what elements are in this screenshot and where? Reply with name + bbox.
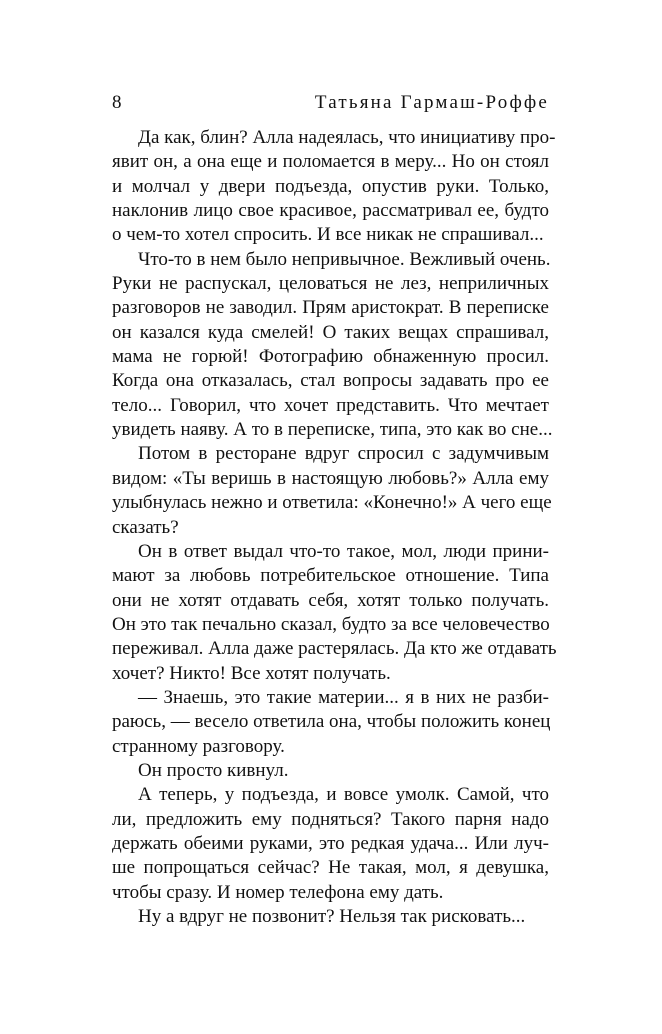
text-line: Он в ответ выдал что-то такое, мол, люди прини- bbox=[138, 540, 549, 562]
text-line: странному разговору. bbox=[112, 735, 285, 757]
page-header bbox=[112, 88, 549, 118]
text-line: он казался куда смелей! О таких вещах спрашивал, bbox=[112, 321, 549, 343]
text-line: и молчал у двери подъезда, опустив руки. Только, bbox=[112, 175, 549, 197]
text-line: Он это так печально сказал, будто за все человечество bbox=[112, 613, 550, 635]
text-line: видом: «Ты веришь в настоящую любовь?» Алла ему bbox=[112, 467, 549, 489]
text-line: Что-то в нем было непривычное. Вежливый очень. bbox=[138, 248, 551, 270]
text-line: наклонив лицо свое красивое, рассматривал ее, будто bbox=[112, 200, 549, 222]
page-number: 8 bbox=[112, 92, 122, 113]
text-line: Потом в ресторане вдруг спросил с задумчивым bbox=[138, 443, 549, 465]
text-line: увидеть наяву. А то в переписке, типа, это как во сне... bbox=[112, 419, 553, 441]
text-line: они не хотят отдавать себя, хотят только получать. bbox=[112, 589, 549, 611]
text-line: хочет? Никто! Все хотят получать. bbox=[112, 662, 391, 684]
text-line: о чем-то хотел спросить. И все никак не спрашивал... bbox=[112, 224, 544, 246]
text-line: Он просто кивнул. bbox=[138, 759, 289, 781]
text-line: держать обеими руками, это редкая удача... Или луч- bbox=[112, 832, 549, 854]
text-line: переживал. Алла даже растерялась. Да кто же отдавать bbox=[112, 638, 557, 660]
text-line: явит он, а она еще и поломается в меру... Но он стоял bbox=[112, 151, 549, 173]
text-line: А теперь, у подъезда, и вовсе умолк. Самой, что bbox=[138, 784, 549, 806]
text-line: разговоров не заводил. Прям аристократ. В переписке bbox=[112, 297, 549, 319]
running-head-author: Татьяна Гармаш-Роффе bbox=[314, 92, 549, 113]
text-line: чтобы сразу. И номер телефона ему дать. bbox=[112, 881, 444, 903]
text-line: ше попрощаться сейчас? Не такая, мол, я девушка, bbox=[112, 857, 549, 879]
text-line: Ну а вдруг не позвонит? Нельзя так рисковать... bbox=[138, 906, 526, 927]
text-line: ли, предложить ему подняться? Такого парня надо bbox=[112, 808, 549, 830]
text-line: Да как, блин? Алла надеялась, что инициативу про- bbox=[138, 127, 556, 148]
text-line: мают за любовь потребительское отношение. Типа bbox=[112, 565, 549, 587]
text-line: мама не горюй! Фотографию обнаженную просил. bbox=[112, 346, 549, 368]
text-line: Когда она отказалась, стал вопросы задавать про ее bbox=[112, 370, 549, 392]
body-text bbox=[112, 126, 557, 929]
text-line: — Знаешь, это такие материи... я в них не разби- bbox=[138, 686, 549, 708]
text-line: улыбнулась нежно и ответила: «Конечно!» А чего еще bbox=[112, 492, 552, 514]
text-line: Руки не распускал, целоваться не лез, неприличных bbox=[112, 273, 549, 295]
text-line: сказать? bbox=[112, 516, 179, 538]
text-line: тело... Говорил, что хочет представить. Что мечтает bbox=[112, 394, 549, 416]
text-line: раюсь, — весело ответила она, чтобы положить конец bbox=[112, 711, 551, 733]
